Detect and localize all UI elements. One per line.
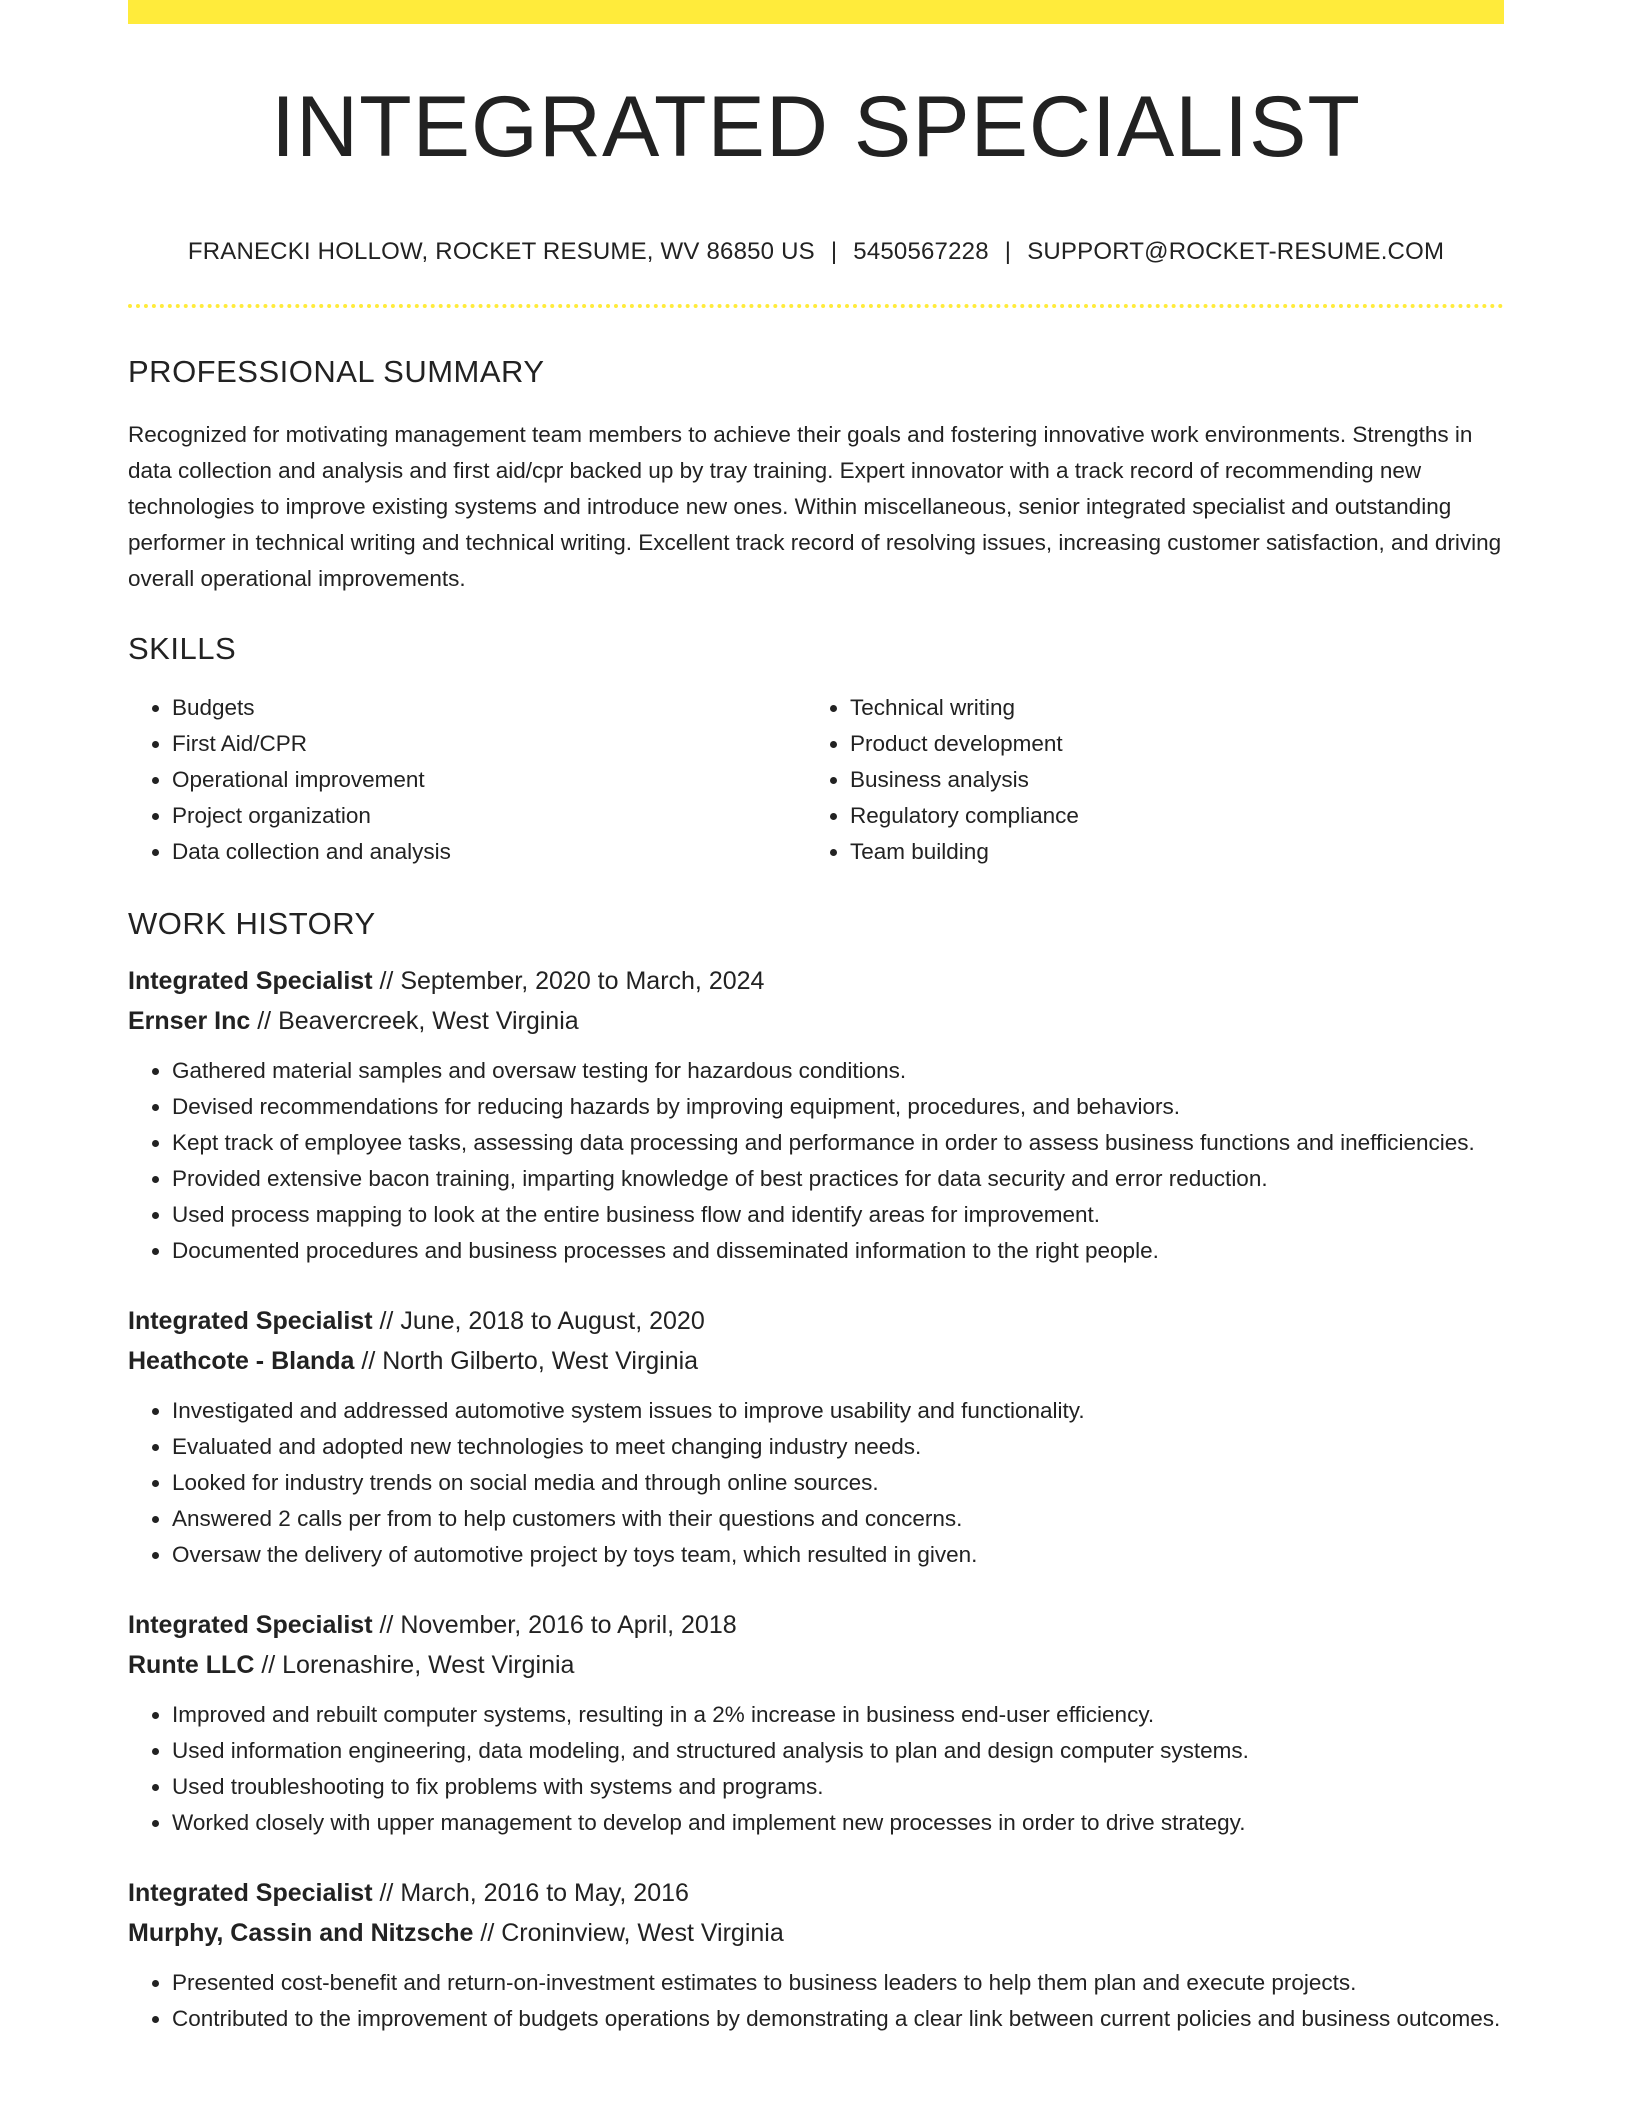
resume-page	[128, 0, 1504, 2037]
job-bullet: • Worked closely with upper management to develop and implement new processes in order to drive strategy.	[172, 1805, 1504, 1841]
job-bullet: • Contributed to the improvement of budgets operations by demonstrating a clear link between current policies and business outcomes.	[172, 2001, 1504, 2037]
job-company-line	[128, 1913, 1504, 1953]
job-role: Integrated Specialist	[128, 1611, 373, 1639]
job-dates: // March, 2016 to May, 2016	[372, 1879, 689, 1907]
job-entry	[128, 1873, 1504, 2037]
work-history-list	[128, 961, 1504, 2037]
job-company-line	[128, 1001, 1504, 1041]
job-bullets	[128, 1053, 1504, 1269]
job-location: // Croninview, West Virginia	[473, 1919, 784, 1947]
contact-separator: |	[830, 238, 838, 265]
candidate-name: INTEGRATED SPECIALIST	[271, 79, 1361, 175]
job-dates: // September, 2020 to March, 2024	[372, 967, 765, 995]
job-location: // North Gilberto, West Virginia	[354, 1347, 699, 1375]
job-bullet: • Gathered material samples and oversaw testing for hazardous conditions.	[172, 1053, 1504, 1089]
job-bullet: • Documented procedures and business processes and disseminated information to the right people.	[172, 1233, 1504, 1269]
contact-address: FRANECKI HOLLOW, ROCKET RESUME, WV 86850 US	[187, 238, 815, 265]
job-bullet: • Used information engineering, data modeling, and structured analysis to plan and design computer systems.	[172, 1733, 1504, 1769]
job-bullet: • Investigated and addressed automotive system issues to improve usability and functionality.	[172, 1393, 1504, 1429]
job-company: Heathcote - Blanda	[128, 1347, 355, 1375]
dotted-divider	[128, 304, 1504, 308]
skill-item: • Project organization	[172, 798, 806, 834]
skill-item: • Team building	[850, 834, 1484, 870]
contact-email: SUPPORT@ROCKET-RESUME.COM	[1027, 238, 1445, 265]
job-bullet: • Oversaw the delivery of automotive project by toys team, which resulted in given.	[172, 1537, 1504, 1573]
job-bullets	[128, 1697, 1504, 1841]
job-bullet: • Presented cost-benefit and return-on-investment estimates to business leaders to help them plan and execute projects.	[172, 1965, 1504, 2001]
skill-item: • Operational improvement	[172, 762, 806, 798]
skill-item: • Regulatory compliance	[850, 798, 1484, 834]
job-bullet: • Used process mapping to look at the entire business flow and identify areas for improvement.	[172, 1197, 1504, 1233]
top-accent-bar	[128, 0, 1504, 24]
job-dates: // November, 2016 to April, 2018	[372, 1611, 737, 1639]
skills-column-2	[806, 690, 1484, 870]
job-company: Runte LLC	[128, 1651, 255, 1679]
job-bullet: • Kept track of employee tasks, assessing data processing and performance in order to assess business functions and inefficiencies.	[172, 1125, 1504, 1161]
contact-phone: 5450567228	[853, 238, 989, 265]
summary-heading: PROFESSIONAL SUMMARY	[128, 354, 545, 389]
job-title-line	[128, 1605, 1504, 1645]
job-role: Integrated Specialist	[128, 1879, 373, 1907]
job-title-line	[128, 1873, 1504, 1913]
job-company-line	[128, 1645, 1504, 1685]
job-bullet: • Used troubleshooting to fix problems with systems and programs.	[172, 1769, 1504, 1805]
job-bullet: • Answered 2 calls per from to help customers with their questions and concerns.	[172, 1501, 1504, 1537]
job-dates: // June, 2018 to August, 2020	[372, 1307, 705, 1335]
job-bullets	[128, 1965, 1504, 2037]
skills-list	[128, 690, 1504, 870]
contact-line	[128, 238, 1504, 266]
summary-text: Recognized for motivating management team members to achieve their goals and fostering innovative work environments. Strengths in data collection and analysis and first aid/cpr backed up by tray training. Expert innovator with a track record of recommending new technologies to improve existing systems and introduce new ones. Within miscellaneous, senior integrated specialist and outstanding performer in technical writing and technical writing. Excellent track record of resolving issues, increasing customer satisfaction, and driving overall operational improvements.	[128, 422, 1502, 591]
skills-heading: SKILLS	[128, 631, 237, 666]
work-history-heading: WORK HISTORY	[128, 906, 376, 941]
skill-item: • Data collection and analysis	[172, 834, 806, 870]
skills-column-1	[128, 690, 806, 870]
job-entry	[128, 1301, 1504, 1573]
job-bullets	[128, 1393, 1504, 1573]
contact-separator: |	[1004, 238, 1012, 265]
skill-item: • Budgets	[172, 690, 806, 726]
job-company-line	[128, 1341, 1504, 1381]
job-bullet: • Evaluated and adopted new technologies to meet changing industry needs.	[172, 1429, 1504, 1465]
skill-item: • Product development	[850, 726, 1484, 762]
job-entry	[128, 961, 1504, 1269]
job-title-line	[128, 1301, 1504, 1341]
job-role: Integrated Specialist	[128, 967, 373, 995]
job-location: // Lorenashire, West Virginia	[254, 1651, 575, 1679]
job-bullet: • Provided extensive bacon training, imparting knowledge of best practices for data security and error reduction.	[172, 1161, 1504, 1197]
job-bullet: • Looked for industry trends on social media and through online sources.	[172, 1465, 1504, 1501]
job-bullet: • Devised recommendations for reducing hazards by improving equipment, procedures, and behaviors.	[172, 1089, 1504, 1125]
job-company: Ernser Inc	[128, 1007, 251, 1035]
skill-item: • First Aid/CPR	[172, 726, 806, 762]
skill-item: • Technical writing	[850, 690, 1484, 726]
job-company: Murphy, Cassin and Nitzsche	[128, 1919, 474, 1947]
job-location: // Beavercreek, West Virginia	[250, 1007, 579, 1035]
job-entry	[128, 1605, 1504, 1841]
job-bullet: • Improved and rebuilt computer systems, resulting in a 2% increase in business end-user efficiency.	[172, 1697, 1504, 1733]
job-role: Integrated Specialist	[128, 1307, 373, 1335]
skill-item: • Business analysis	[850, 762, 1484, 798]
job-title-line	[128, 961, 1504, 1001]
